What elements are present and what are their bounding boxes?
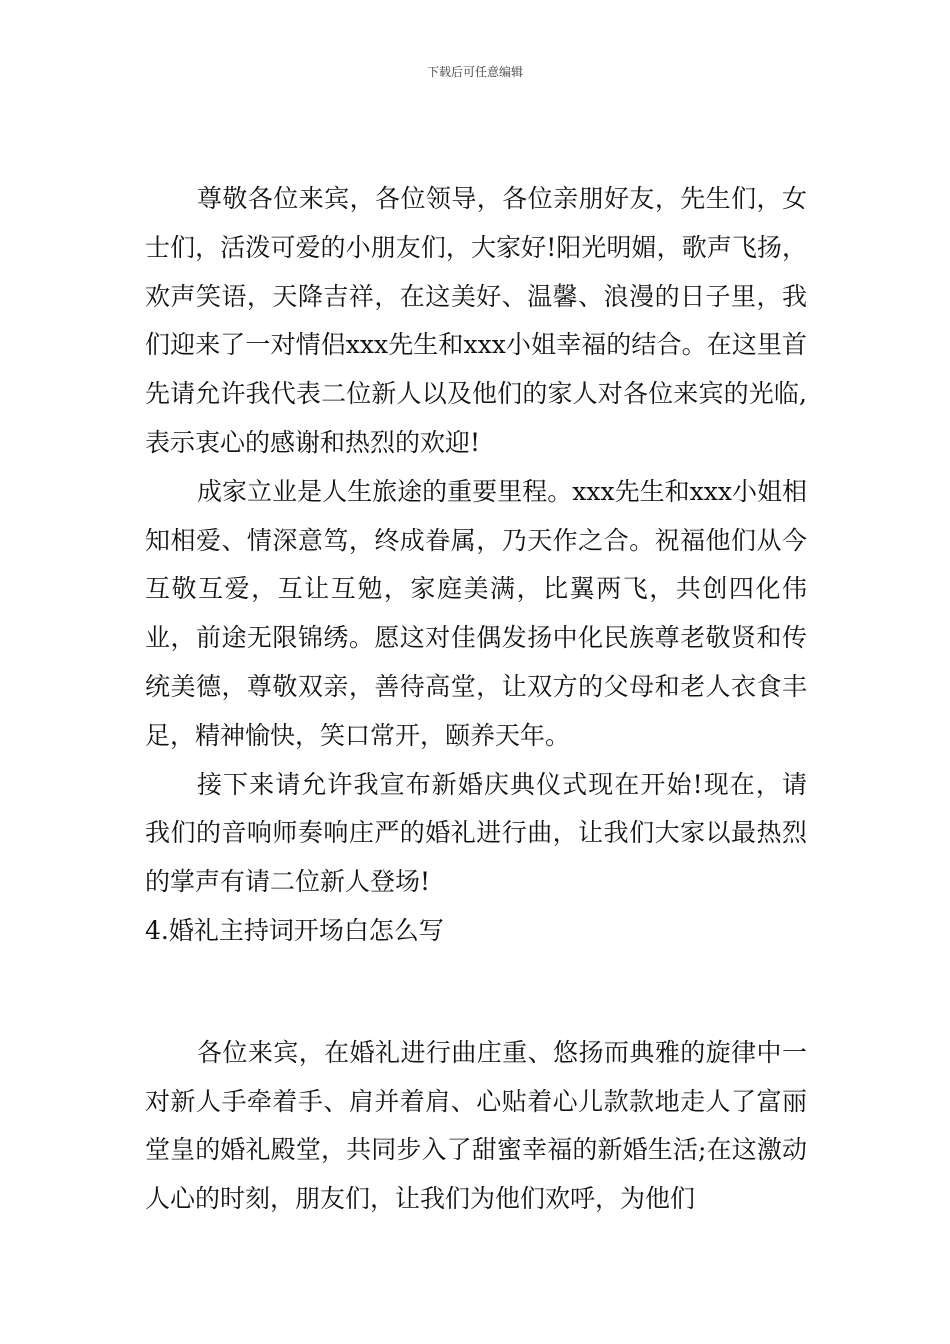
document-body [145, 175, 807, 1224]
section-heading: 4.婚礼主持词开场白怎么写 [145, 915, 444, 945]
paragraph-greeting: 尊敬各位来宾，各位领导，各位亲朋好友，先生们，女士们，活泼可爱的小朋友们，大家好!阳光明媚，歌声飞扬，欢声笑语，天降吉祥，在这美好、温馨、浪漫的日子里，我们迎来了一对情侣xxx先生和xxx小姐幸福的结合。在这里首先请允许我代表二位新人以及他们的家人对各位来宾的光临,表示衷心的感谢和热烈的欢迎! [145, 184, 807, 457]
paragraph-opening: 各位来宾，在婚礼进行曲庄重、悠扬而典雅的旋律中一对新人手牵着手、肩并着肩、心贴着心儿款款地走人了富丽堂皇的婚礼殿堂，共同步入了甜蜜幸福的新婚生活;在这激动人心的时刻，朋友们，让我们为他们欢呼，为他们 [145, 1037, 807, 1214]
page-header: 下载后可任意编辑 [426, 65, 523, 79]
paragraph-blessing: 成家立业是人生旅途的重要里程。xxx先生和xxx小姐相知相爱、情深意笃，终成眷属，乃天作之合。祝福他们从今互敬互爱，互让互勉，家庭美满，比翼两飞，共创四化伟业，前途无限锦绣。愿这对佳偶发扬中化民族尊老敬贤和传统美德，尊敬双亲，善待高堂，让双方的父母和老人衣食丰足，精神愉快，笑口常开，颐养天年。 [145, 476, 807, 750]
paragraph-ceremony-start: 接下来请允许我宣布新婚庆典仪式现在开始!现在，请我们的音响师奏响庄严的婚礼进行曲，让我们大家以最热烈的掌声有请二位新人登场! [145, 769, 807, 897]
section-spacer [145, 956, 807, 1029]
